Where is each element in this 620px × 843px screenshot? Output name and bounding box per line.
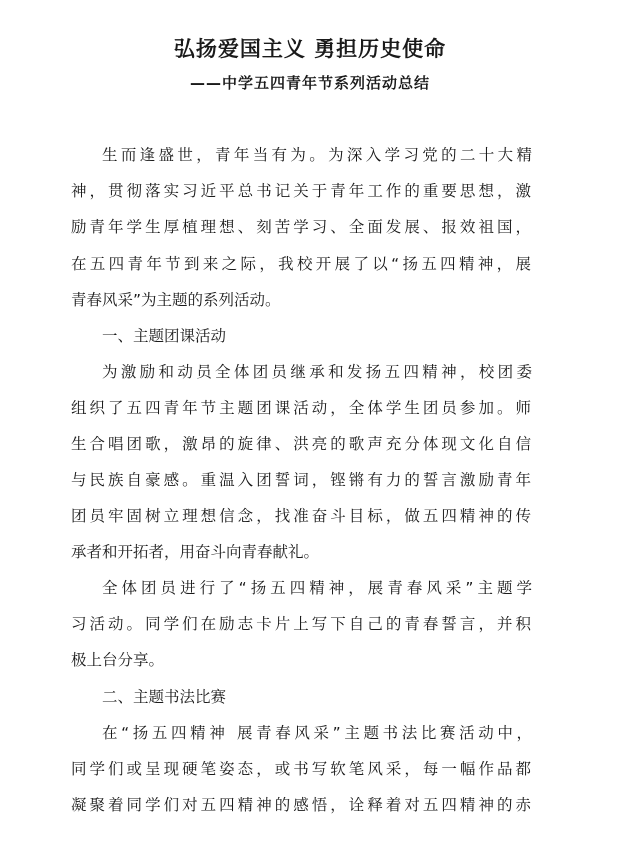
paragraph-line: 极上台分享。 <box>71 651 165 669</box>
paragraph-line: 承者和开拓者，用奋斗向青春献礼。 <box>71 543 320 561</box>
section-heading: 一、主题团课活动 <box>102 327 227 345</box>
paragraph-line: 习活动。同学们在励志卡片上写下自己的青春誓言，并积 <box>71 615 531 633</box>
paragraph-line: 在“扬五四精神 展青春风采”主题书法比赛活动中， <box>102 724 532 742</box>
section-heading: 二、主题书法比赛 <box>102 688 227 706</box>
intro-line: 青春风采”为主题的系列活动。 <box>71 291 281 309</box>
paragraph-line: 组织了五四青年节主题团课活动，全体学生团员参加。师 <box>71 399 531 417</box>
intro-line: 在五四青年节到来之际，我校开展了以“扬五四精神，展 <box>71 255 531 273</box>
paragraph-line: 生合唱团歌，激昂的旋律、洪亮的歌声充分体现文化自信 <box>71 435 531 453</box>
paragraph-line: 团员牢固树立理想信念，找准奋斗目标，做五四精神的传 <box>71 507 531 525</box>
paragraph-line: 凝聚着同学们对五四精神的感悟，诠释着对五四精神的赤 <box>71 796 531 814</box>
document-title: 弘扬爱国主义 勇担历史使命 <box>173 36 447 61</box>
intro-line: 神，贯彻落实习近平总书记关于青年工作的重要思想，激 <box>71 182 531 200</box>
document-subtitle: ——中学五四青年节系列活动总结 <box>189 74 430 92</box>
paragraph-line: 同学们或呈现硬笔姿态，或书写软笔风采，每一幅作品都 <box>71 760 531 778</box>
paragraph-line: 与民族自豪感。重温入团誓词，铿锵有力的誓言激励青年 <box>71 471 531 489</box>
paragraph-line: 全体团员进行了“扬五四精神，展青春风采”主题学 <box>102 579 532 597</box>
paragraph-line: 为激励和动员全体团员继承和发扬五四精神，校团委 <box>102 363 532 381</box>
intro-line: 励青年学生厚植理想、刻苦学习、全面发展、报效祖国， <box>71 218 531 236</box>
intro-line: 生而逢盛世，青年当有为。为深入学习党的二十大精 <box>102 146 532 164</box>
